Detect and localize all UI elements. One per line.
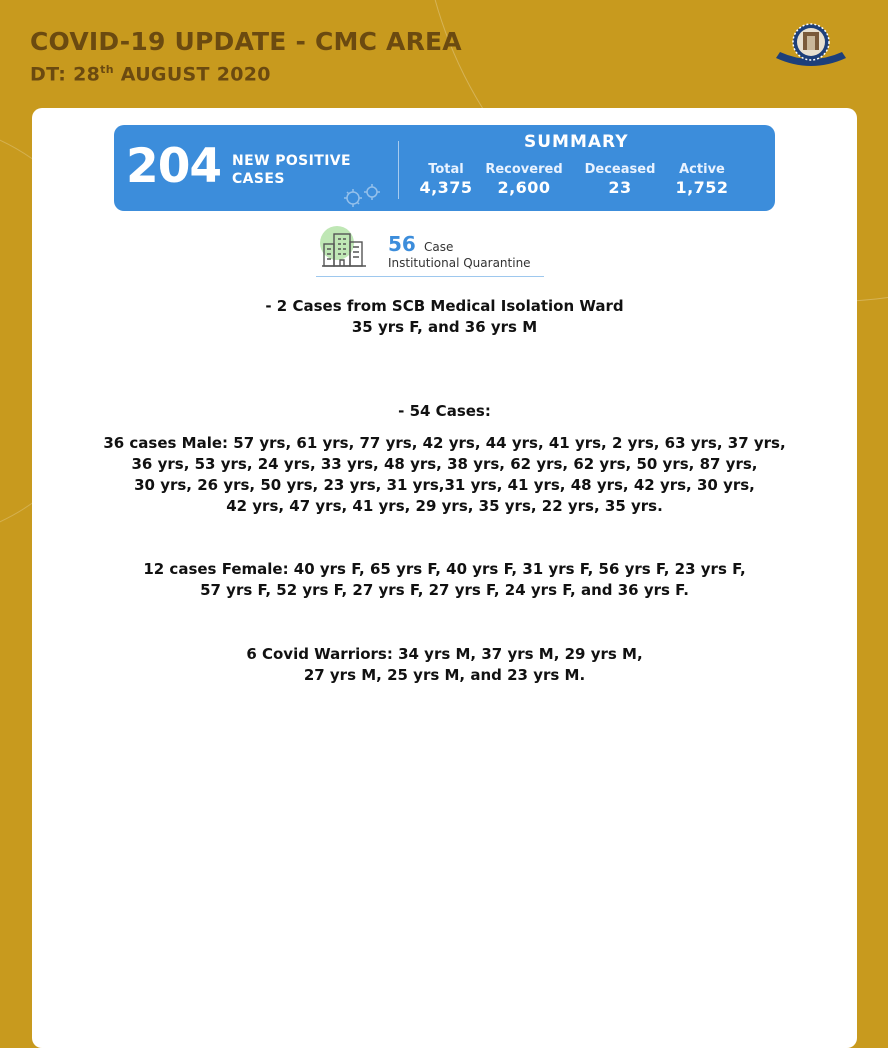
stat-active: Active 1,752	[675, 162, 729, 197]
summary-banner	[114, 125, 775, 211]
institutional-quarantine	[312, 226, 548, 282]
covid-warrior-cases: 6 Covid Warriors: 34 yrs M, 37 yrs M, 29 yrs M, 27 yrs M, 25 yrs M, and 23 yrs M.	[246, 645, 643, 684]
quarantine-label: Institutional Quarantine	[388, 256, 531, 270]
stat-total: Total 4,375	[419, 162, 473, 197]
new-cases-label: NEW POSITIVE CASES	[232, 153, 352, 187]
page-header	[30, 26, 462, 86]
quarantine-count: 56	[388, 232, 416, 256]
cases-heading: - 54 Cases:	[398, 402, 491, 420]
banner-divider	[398, 141, 399, 199]
quarantine-underline	[316, 276, 544, 277]
new-cases-count: 204	[126, 139, 222, 194]
stat-recovered: Recovered 2,600	[485, 162, 563, 197]
report-date: DT: 28th AUGUST 2020	[30, 63, 271, 86]
corporation-logo-icon	[770, 18, 852, 76]
isolation-ward-cases: - 2 Cases from SCB Medical Isolation Ward 35 yrs F, and 36 yrs M	[265, 297, 624, 336]
stat-deceased: Deceased 23	[584, 162, 656, 197]
male-cases: 36 cases Male: 57 yrs, 61 yrs, 77 yrs, 42 yrs, 44 yrs, 41 yrs, 2 yrs, 63 yrs, 37 yrs, 36 yrs, 53 yrs, 24 yrs, 33 yrs, 48 yrs, 38 yrs, 62 yrs, 62 yrs, 50 yrs, 87 yrs, 30 yrs, 26 yrs, 50 yrs, 23 yrs, 31 yrs,31 yrs, 41 yrs, 48 yrs, 42 yrs, 30 yrs, 42 yrs, 47 yrs, 41 yrs, 29 yrs, 35 yrs, 22 yrs, 35 yrs.	[103, 434, 786, 515]
content-card	[32, 108, 857, 1048]
page-title: COVID-19 UPDATE - CMC AREA	[30, 27, 462, 56]
hospital-building-icon	[320, 230, 368, 270]
quarantine-case-word: Case	[424, 240, 454, 254]
virus-icon	[339, 180, 385, 211]
summary-title: SUMMARY	[524, 132, 629, 152]
female-cases: 12 cases Female: 40 yrs F, 65 yrs F, 40 yrs F, 31 yrs F, 56 yrs F, 23 yrs F, 57 yrs F, 52 yrs F, 27 yrs F, 27 yrs F, 24 yrs F, and 36 yrs F.	[143, 560, 746, 599]
